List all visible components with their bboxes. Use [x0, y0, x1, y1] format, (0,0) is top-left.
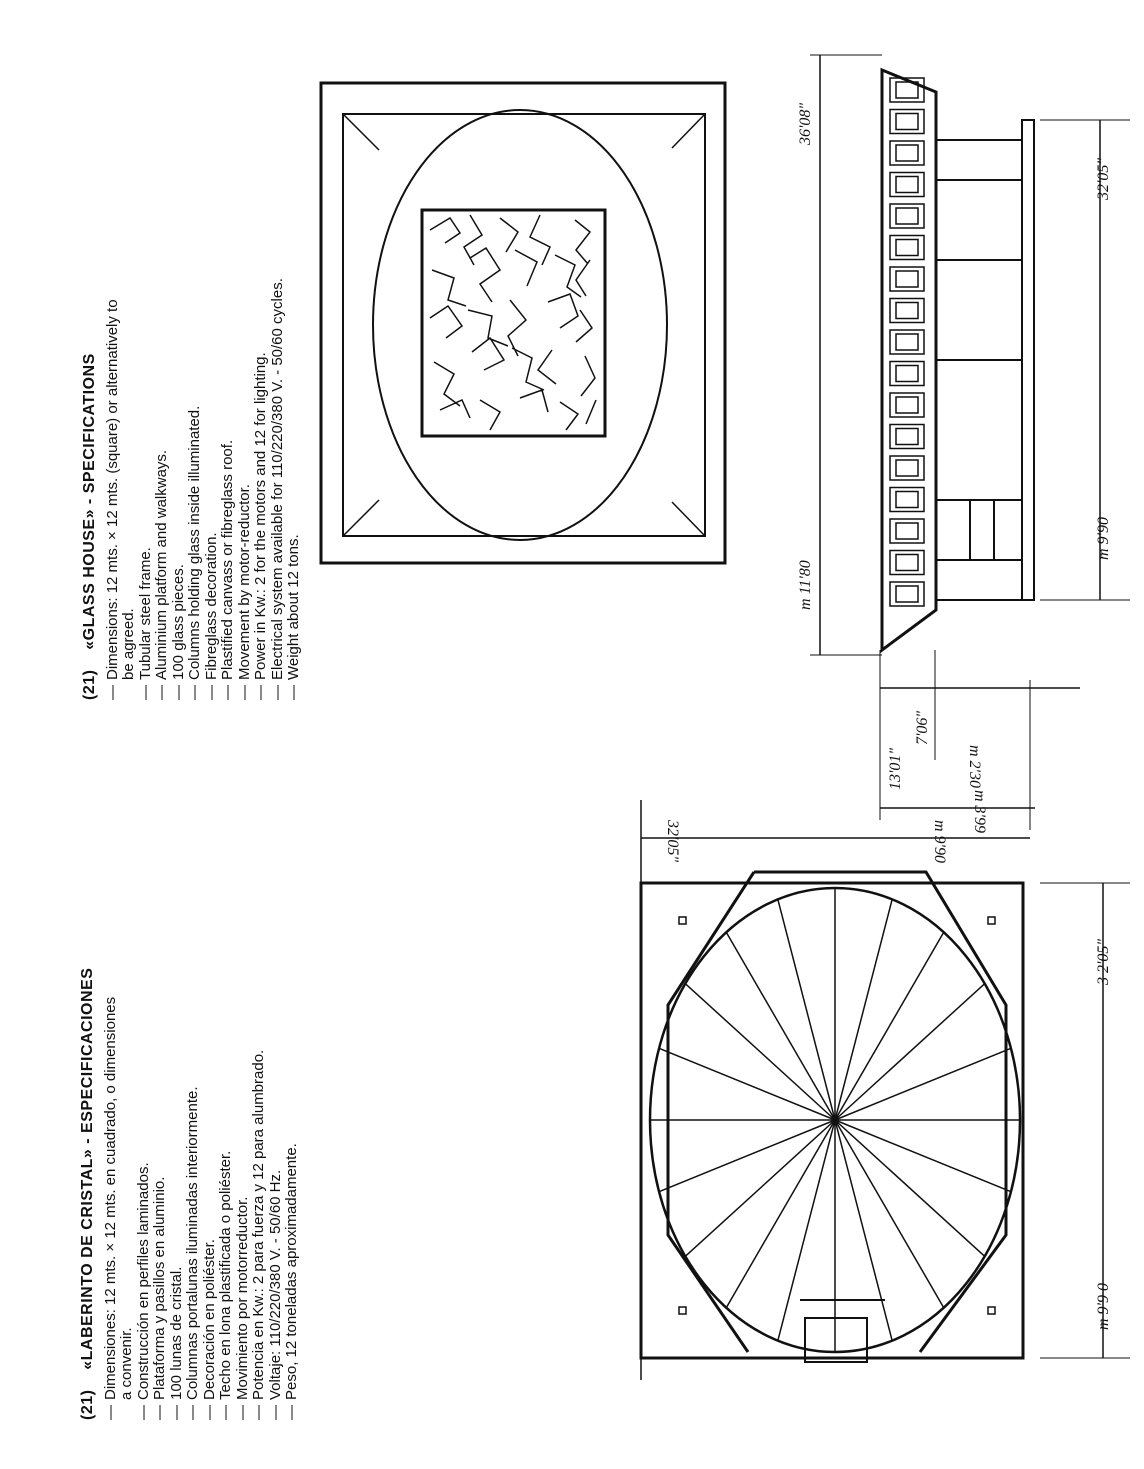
glass-panel-inner: [896, 145, 918, 161]
spec-dash: —: [202, 685, 220, 700]
spec-text: a convenir.: [118, 1327, 135, 1400]
spec-text: Voltaje: 110/220/380 V. - 50/60 Hz.: [266, 1169, 284, 1400]
spec-text: Potencia en Kw.: 2 para fuerza y 12 para alumbrado.: [250, 1049, 267, 1400]
spec-dash: —: [200, 1405, 218, 1420]
glass-panel-inner: [896, 240, 918, 256]
glass-panel-inner: [896, 208, 918, 224]
radial-spoke: [835, 1048, 1011, 1120]
elevation-width-ft: 32'05": [1095, 157, 1112, 200]
spec-text: Decoración en poliéster.: [200, 1239, 218, 1400]
spec-dash: —: [235, 685, 253, 700]
radial-spoke: [726, 932, 835, 1120]
radial-spoke: [835, 1120, 892, 1341]
elevation-base-m: m 3'99: [971, 790, 988, 833]
spanish-spec-number: (21): [79, 1389, 96, 1420]
spec-dash: —: [217, 1405, 234, 1420]
plan-side-ft: 32'05": [664, 820, 681, 863]
glass-panel-inner: [896, 429, 918, 445]
elevation-upper-m: m 2'30: [966, 745, 983, 788]
spec-text: Aluminium platform and walkways.: [153, 449, 170, 680]
spec-text: Techo en lona plastificada o poliéster.: [217, 1150, 234, 1400]
plan-view: [641, 800, 1130, 1380]
elevation-height-ft: 36'08": [797, 102, 814, 145]
radial-spoke: [835, 1120, 944, 1308]
spec-dash: —: [136, 685, 154, 700]
glass-panel-inner: [896, 586, 918, 602]
spec-dash: —: [285, 685, 302, 700]
radial-spoke: [685, 1120, 835, 1256]
radial-spoke: [835, 1120, 1011, 1192]
radial-spoke: [778, 1120, 835, 1341]
radial-spoke: [685, 984, 835, 1120]
spec-dash: —: [283, 1405, 300, 1420]
elevation-upper-ft: 7'06": [914, 710, 931, 745]
spec-dash: —: [233, 1405, 251, 1420]
glass-panel-inner: [896, 555, 918, 571]
spec-text: Peso, 12 toneladas aproximadamente.: [283, 1143, 300, 1400]
english-spec-heading: «GLASS HOUSE» - SPECIFICATIONS: [81, 353, 98, 650]
radial-spoke: [726, 1120, 835, 1308]
spec-text: Columns holding glass inside illuminated.: [186, 405, 203, 680]
glass-panel-inner: [896, 334, 918, 350]
spec-dash: —: [169, 685, 187, 700]
radial-spoke: [835, 1120, 985, 1256]
spec-dash: —: [103, 685, 121, 700]
glass-panel-inner: [896, 303, 918, 319]
spec-text: Plataforma y pasillos en aluminio.: [151, 1176, 168, 1400]
glass-panel-inner: [896, 523, 918, 539]
side-elevation: [810, 55, 1130, 830]
spec-dash: —: [186, 685, 203, 700]
spec-dash: —: [153, 685, 170, 700]
spec-text: 100 lunas de cristal.: [167, 1266, 185, 1400]
radial-spoke: [659, 1120, 835, 1192]
spec-dash: —: [268, 685, 286, 700]
spec-text: Plastified canvass or fibreglass roof.: [219, 439, 236, 680]
spec-dash: —: [134, 1405, 152, 1420]
glass-panel-inner: [896, 271, 918, 287]
spec-text: Columnas portalunas iluminadas interiormente.: [184, 1086, 201, 1400]
elevation-dimension-labels: [797, 103, 1112, 833]
spanish-spec-heading: «LABERINTO DE CRISTAL» - ESPECIFICACIONES: [79, 967, 96, 1370]
glass-panel-inner: [896, 397, 918, 413]
radial-spoke: [659, 1048, 835, 1120]
spec-text: Dimensiones: 12 mts. × 12 mts. en cuadrado, o dimensiones: [101, 996, 119, 1400]
radial-spoke: [835, 932, 944, 1120]
spec-text: Weight about 12 tons.: [285, 534, 302, 680]
plan-bottom-ft: 3 2'05": [1095, 938, 1112, 985]
elevation-height-m: m 11'80: [797, 560, 814, 610]
spec-dash: —: [266, 1405, 284, 1420]
spec-text: Electrical system available for 110/220/380 V. - 50/60 cycles.: [268, 278, 286, 680]
spec-dash: —: [167, 1405, 185, 1420]
spec-dash: —: [101, 1405, 119, 1420]
spec-text: 100 glass pieces.: [169, 564, 187, 680]
glass-panel-inner: [896, 460, 918, 476]
spec-text: Movement by motor-reductor.: [235, 484, 253, 680]
spec-text: Movimiento por motorreductor.: [233, 1196, 251, 1400]
spec-text: Tubular steel frame.: [136, 547, 154, 680]
spec-dash: —: [219, 685, 236, 700]
glass-panel-inner: [896, 177, 918, 193]
glass-panel-inner: [896, 492, 918, 508]
plan-bottom-m: m 9'9 0: [1095, 1283, 1112, 1330]
glass-panel-inner: [896, 366, 918, 382]
spec-dash: —: [252, 685, 269, 700]
plan-dimension-labels: [664, 819, 1112, 1330]
spec-dash: —: [184, 1405, 201, 1420]
spec-text: Dimensions: 12 mts. × 12 mts. (square) or alternatively to: [103, 299, 121, 680]
spec-text: Construcción en perfiles laminados.: [134, 1162, 152, 1400]
elevation-base-ft: 13'01": [887, 747, 904, 790]
radial-spoke: [835, 984, 985, 1120]
elevation-width-m: m 9'90: [1095, 517, 1112, 560]
maze-top-view: [321, 83, 725, 563]
plan-side-m: m 9'90: [931, 820, 948, 863]
english-spec-number: (21): [81, 669, 98, 700]
spec-text: Power in Kw.: 2 for the motors and 12 for lighting.: [252, 352, 269, 680]
spec-dash: —: [151, 1405, 168, 1420]
spec-text: be agreed.: [120, 608, 137, 680]
spec-text: Fibreglass decoration.: [202, 532, 220, 680]
spec-dash: —: [250, 1405, 267, 1420]
glass-panel-inner: [896, 114, 918, 130]
radial-spoke: [778, 899, 835, 1120]
radial-spoke: [835, 899, 892, 1120]
